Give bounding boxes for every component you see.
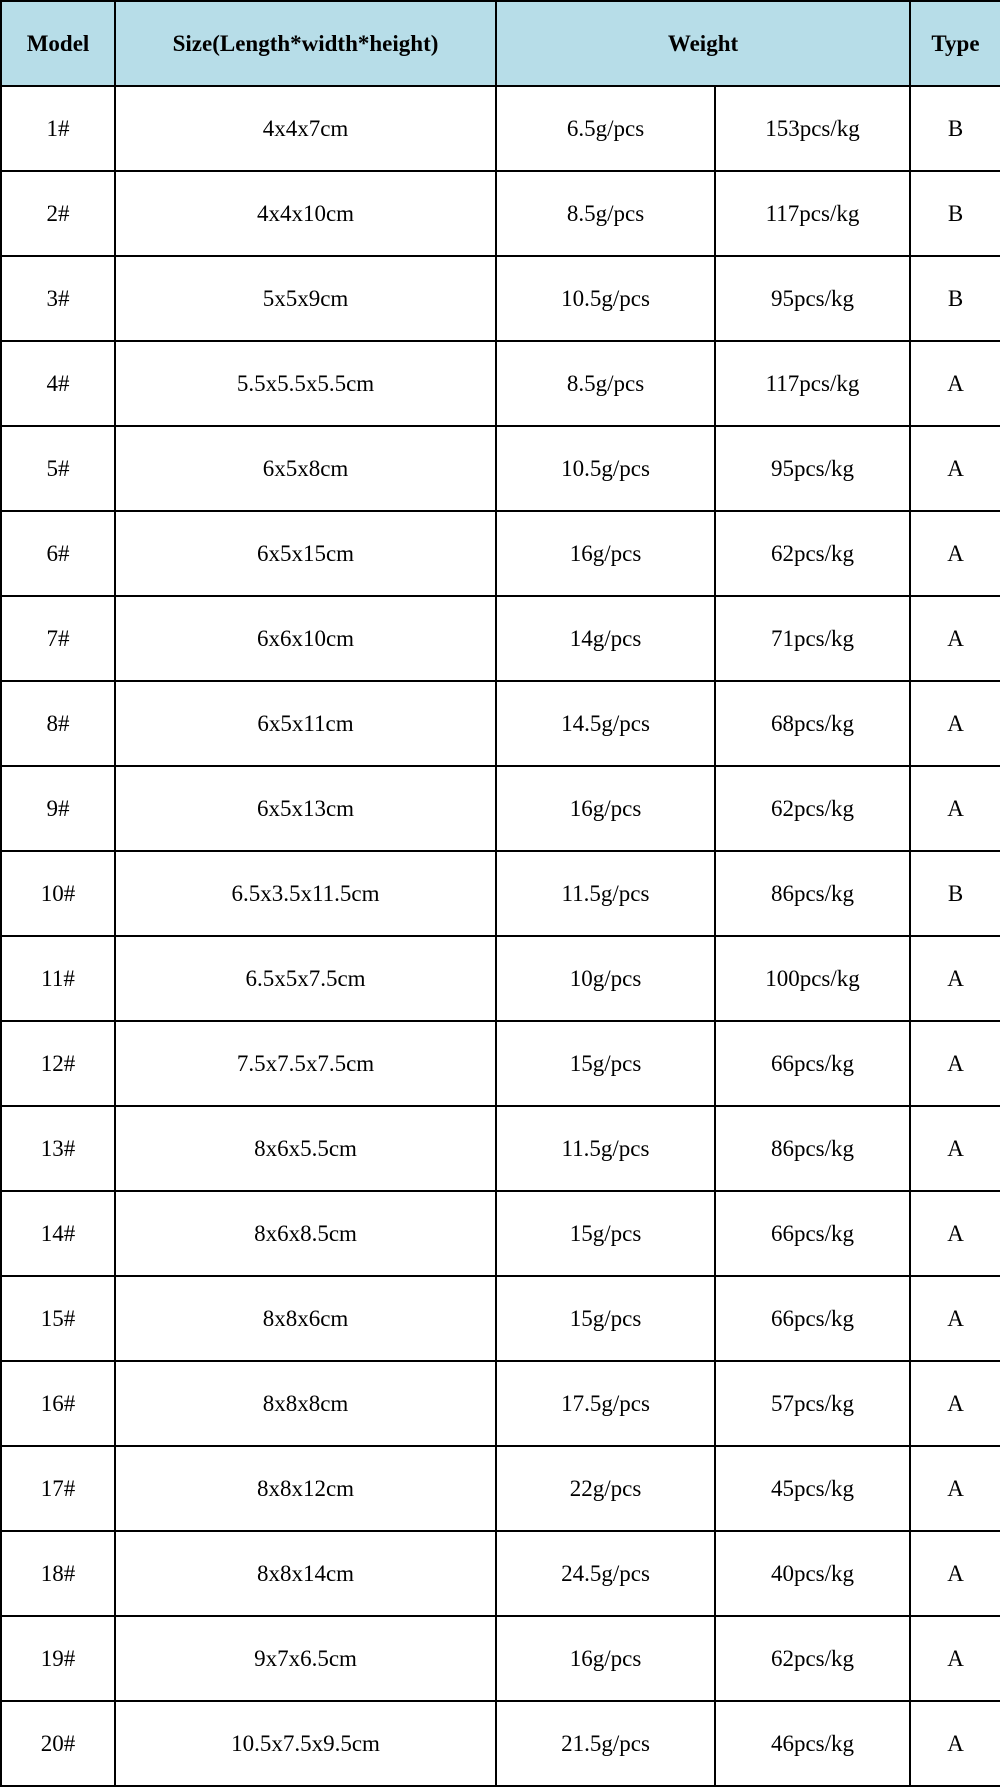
cell-weight-per-pcs: 14.5g/pcs xyxy=(496,681,715,766)
cell-size: 10.5x7.5x9.5cm xyxy=(115,1701,496,1786)
cell-weight-per-pcs: 14g/pcs xyxy=(496,596,715,681)
table-row xyxy=(1,426,1000,511)
table-row xyxy=(1,1021,1000,1106)
table-row xyxy=(1,681,1000,766)
cell-model: 11# xyxy=(1,936,115,1021)
cell-pcs-per-kg: 46pcs/kg xyxy=(715,1701,910,1786)
cell-size: 4x4x7cm xyxy=(115,86,496,171)
cell-model: 18# xyxy=(1,1531,115,1616)
cell-weight-per-pcs: 15g/pcs xyxy=(496,1191,715,1276)
cell-type: B xyxy=(910,851,1000,936)
cell-pcs-per-kg: 117pcs/kg xyxy=(715,341,910,426)
cell-weight-per-pcs: 17.5g/pcs xyxy=(496,1361,715,1446)
cell-model: 6# xyxy=(1,511,115,596)
table-row xyxy=(1,86,1000,171)
cell-model: 5# xyxy=(1,426,115,511)
cell-model: 20# xyxy=(1,1701,115,1786)
cell-pcs-per-kg: 95pcs/kg xyxy=(715,426,910,511)
cell-model: 2# xyxy=(1,171,115,256)
cell-pcs-per-kg: 95pcs/kg xyxy=(715,256,910,341)
cell-type: A xyxy=(910,1616,1000,1701)
cell-pcs-per-kg: 62pcs/kg xyxy=(715,511,910,596)
cell-pcs-per-kg: 68pcs/kg xyxy=(715,681,910,766)
cell-type: A xyxy=(910,681,1000,766)
cell-pcs-per-kg: 86pcs/kg xyxy=(715,851,910,936)
cell-size: 7.5x7.5x7.5cm xyxy=(115,1021,496,1106)
table-row xyxy=(1,851,1000,936)
cell-pcs-per-kg: 40pcs/kg xyxy=(715,1531,910,1616)
cell-model: 1# xyxy=(1,86,115,171)
cell-model: 13# xyxy=(1,1106,115,1191)
cell-pcs-per-kg: 45pcs/kg xyxy=(715,1446,910,1531)
table-row xyxy=(1,171,1000,256)
cell-weight-per-pcs: 10g/pcs xyxy=(496,936,715,1021)
cell-type: A xyxy=(910,1021,1000,1106)
table-row xyxy=(1,1106,1000,1191)
cell-model: 17# xyxy=(1,1446,115,1531)
cell-type: B xyxy=(910,256,1000,341)
header-model: Model xyxy=(1,1,115,86)
cell-size: 8x6x8.5cm xyxy=(115,1191,496,1276)
cell-model: 7# xyxy=(1,596,115,681)
cell-pcs-per-kg: 86pcs/kg xyxy=(715,1106,910,1191)
table-row xyxy=(1,1701,1000,1786)
cell-size: 4x4x10cm xyxy=(115,171,496,256)
cell-type: A xyxy=(910,426,1000,511)
table-row xyxy=(1,1361,1000,1446)
cell-size: 6.5x3.5x11.5cm xyxy=(115,851,496,936)
cell-pcs-per-kg: 66pcs/kg xyxy=(715,1191,910,1276)
table-row xyxy=(1,936,1000,1021)
cell-type: A xyxy=(910,341,1000,426)
table-row xyxy=(1,1191,1000,1276)
cell-pcs-per-kg: 57pcs/kg xyxy=(715,1361,910,1446)
cell-pcs-per-kg: 153pcs/kg xyxy=(715,86,910,171)
cell-type: B xyxy=(910,86,1000,171)
table-row xyxy=(1,1276,1000,1361)
cell-type: A xyxy=(910,596,1000,681)
cell-model: 3# xyxy=(1,256,115,341)
table-row xyxy=(1,256,1000,341)
cell-pcs-per-kg: 117pcs/kg xyxy=(715,171,910,256)
table-header xyxy=(1,1,1000,86)
cell-weight-per-pcs: 8.5g/pcs xyxy=(496,341,715,426)
cell-model: 9# xyxy=(1,766,115,851)
cell-model: 4# xyxy=(1,341,115,426)
cell-type: A xyxy=(910,766,1000,851)
cell-model: 8# xyxy=(1,681,115,766)
cell-size: 6x5x13cm xyxy=(115,766,496,851)
cell-weight-per-pcs: 16g/pcs xyxy=(496,766,715,851)
header-type: Type xyxy=(910,1,1000,86)
table-row xyxy=(1,511,1000,596)
table-row xyxy=(1,596,1000,681)
cell-size: 6.5x5x7.5cm xyxy=(115,936,496,1021)
table-row xyxy=(1,766,1000,851)
header-size: Size(Length*width*height) xyxy=(115,1,496,86)
cell-pcs-per-kg: 62pcs/kg xyxy=(715,766,910,851)
cell-pcs-per-kg: 62pcs/kg xyxy=(715,1616,910,1701)
cell-weight-per-pcs: 6.5g/pcs xyxy=(496,86,715,171)
cell-type: A xyxy=(910,1446,1000,1531)
cell-type: A xyxy=(910,1361,1000,1446)
cell-size: 6x5x15cm xyxy=(115,511,496,596)
cell-size: 8x6x5.5cm xyxy=(115,1106,496,1191)
cell-weight-per-pcs: 22g/pcs xyxy=(496,1446,715,1531)
cell-type: A xyxy=(910,1531,1000,1616)
cell-size: 6x5x8cm xyxy=(115,426,496,511)
cell-size: 5.5x5.5x5.5cm xyxy=(115,341,496,426)
cell-model: 16# xyxy=(1,1361,115,1446)
table-row xyxy=(1,1531,1000,1616)
cell-size: 6x5x11cm xyxy=(115,681,496,766)
cell-size: 6x6x10cm xyxy=(115,596,496,681)
cell-size: 8x8x14cm xyxy=(115,1531,496,1616)
table-row xyxy=(1,341,1000,426)
cell-size: 9x7x6.5cm xyxy=(115,1616,496,1701)
cell-pcs-per-kg: 66pcs/kg xyxy=(715,1021,910,1106)
cell-weight-per-pcs: 11.5g/pcs xyxy=(496,851,715,936)
cell-model: 14# xyxy=(1,1191,115,1276)
table-row xyxy=(1,1616,1000,1701)
header-row xyxy=(1,1,1000,86)
cell-size: 8x8x8cm xyxy=(115,1361,496,1446)
cell-weight-per-pcs: 8.5g/pcs xyxy=(496,171,715,256)
cell-type: A xyxy=(910,1191,1000,1276)
table-row xyxy=(1,1446,1000,1531)
cell-model: 12# xyxy=(1,1021,115,1106)
cell-model: 15# xyxy=(1,1276,115,1361)
cell-weight-per-pcs: 15g/pcs xyxy=(496,1021,715,1106)
cell-weight-per-pcs: 10.5g/pcs xyxy=(496,426,715,511)
cell-size: 8x8x6cm xyxy=(115,1276,496,1361)
cell-weight-per-pcs: 15g/pcs xyxy=(496,1276,715,1361)
cell-weight-per-pcs: 21.5g/pcs xyxy=(496,1701,715,1786)
cell-size: 5x5x9cm xyxy=(115,256,496,341)
cell-pcs-per-kg: 66pcs/kg xyxy=(715,1276,910,1361)
cell-weight-per-pcs: 11.5g/pcs xyxy=(496,1106,715,1191)
cell-type: B xyxy=(910,171,1000,256)
cell-size: 8x8x12cm xyxy=(115,1446,496,1531)
cell-model: 10# xyxy=(1,851,115,936)
cell-weight-per-pcs: 10.5g/pcs xyxy=(496,256,715,341)
cell-weight-per-pcs: 16g/pcs xyxy=(496,511,715,596)
cell-pcs-per-kg: 71pcs/kg xyxy=(715,596,910,681)
header-weight: Weight xyxy=(496,1,910,86)
cell-pcs-per-kg: 100pcs/kg xyxy=(715,936,910,1021)
cell-type: A xyxy=(910,1276,1000,1361)
cell-type: A xyxy=(910,1106,1000,1191)
cell-model: 19# xyxy=(1,1616,115,1701)
cell-type: A xyxy=(910,511,1000,596)
table-body xyxy=(1,86,1000,1786)
cell-weight-per-pcs: 16g/pcs xyxy=(496,1616,715,1701)
cell-type: A xyxy=(910,1701,1000,1786)
cell-weight-per-pcs: 24.5g/pcs xyxy=(496,1531,715,1616)
cell-type: A xyxy=(910,936,1000,1021)
